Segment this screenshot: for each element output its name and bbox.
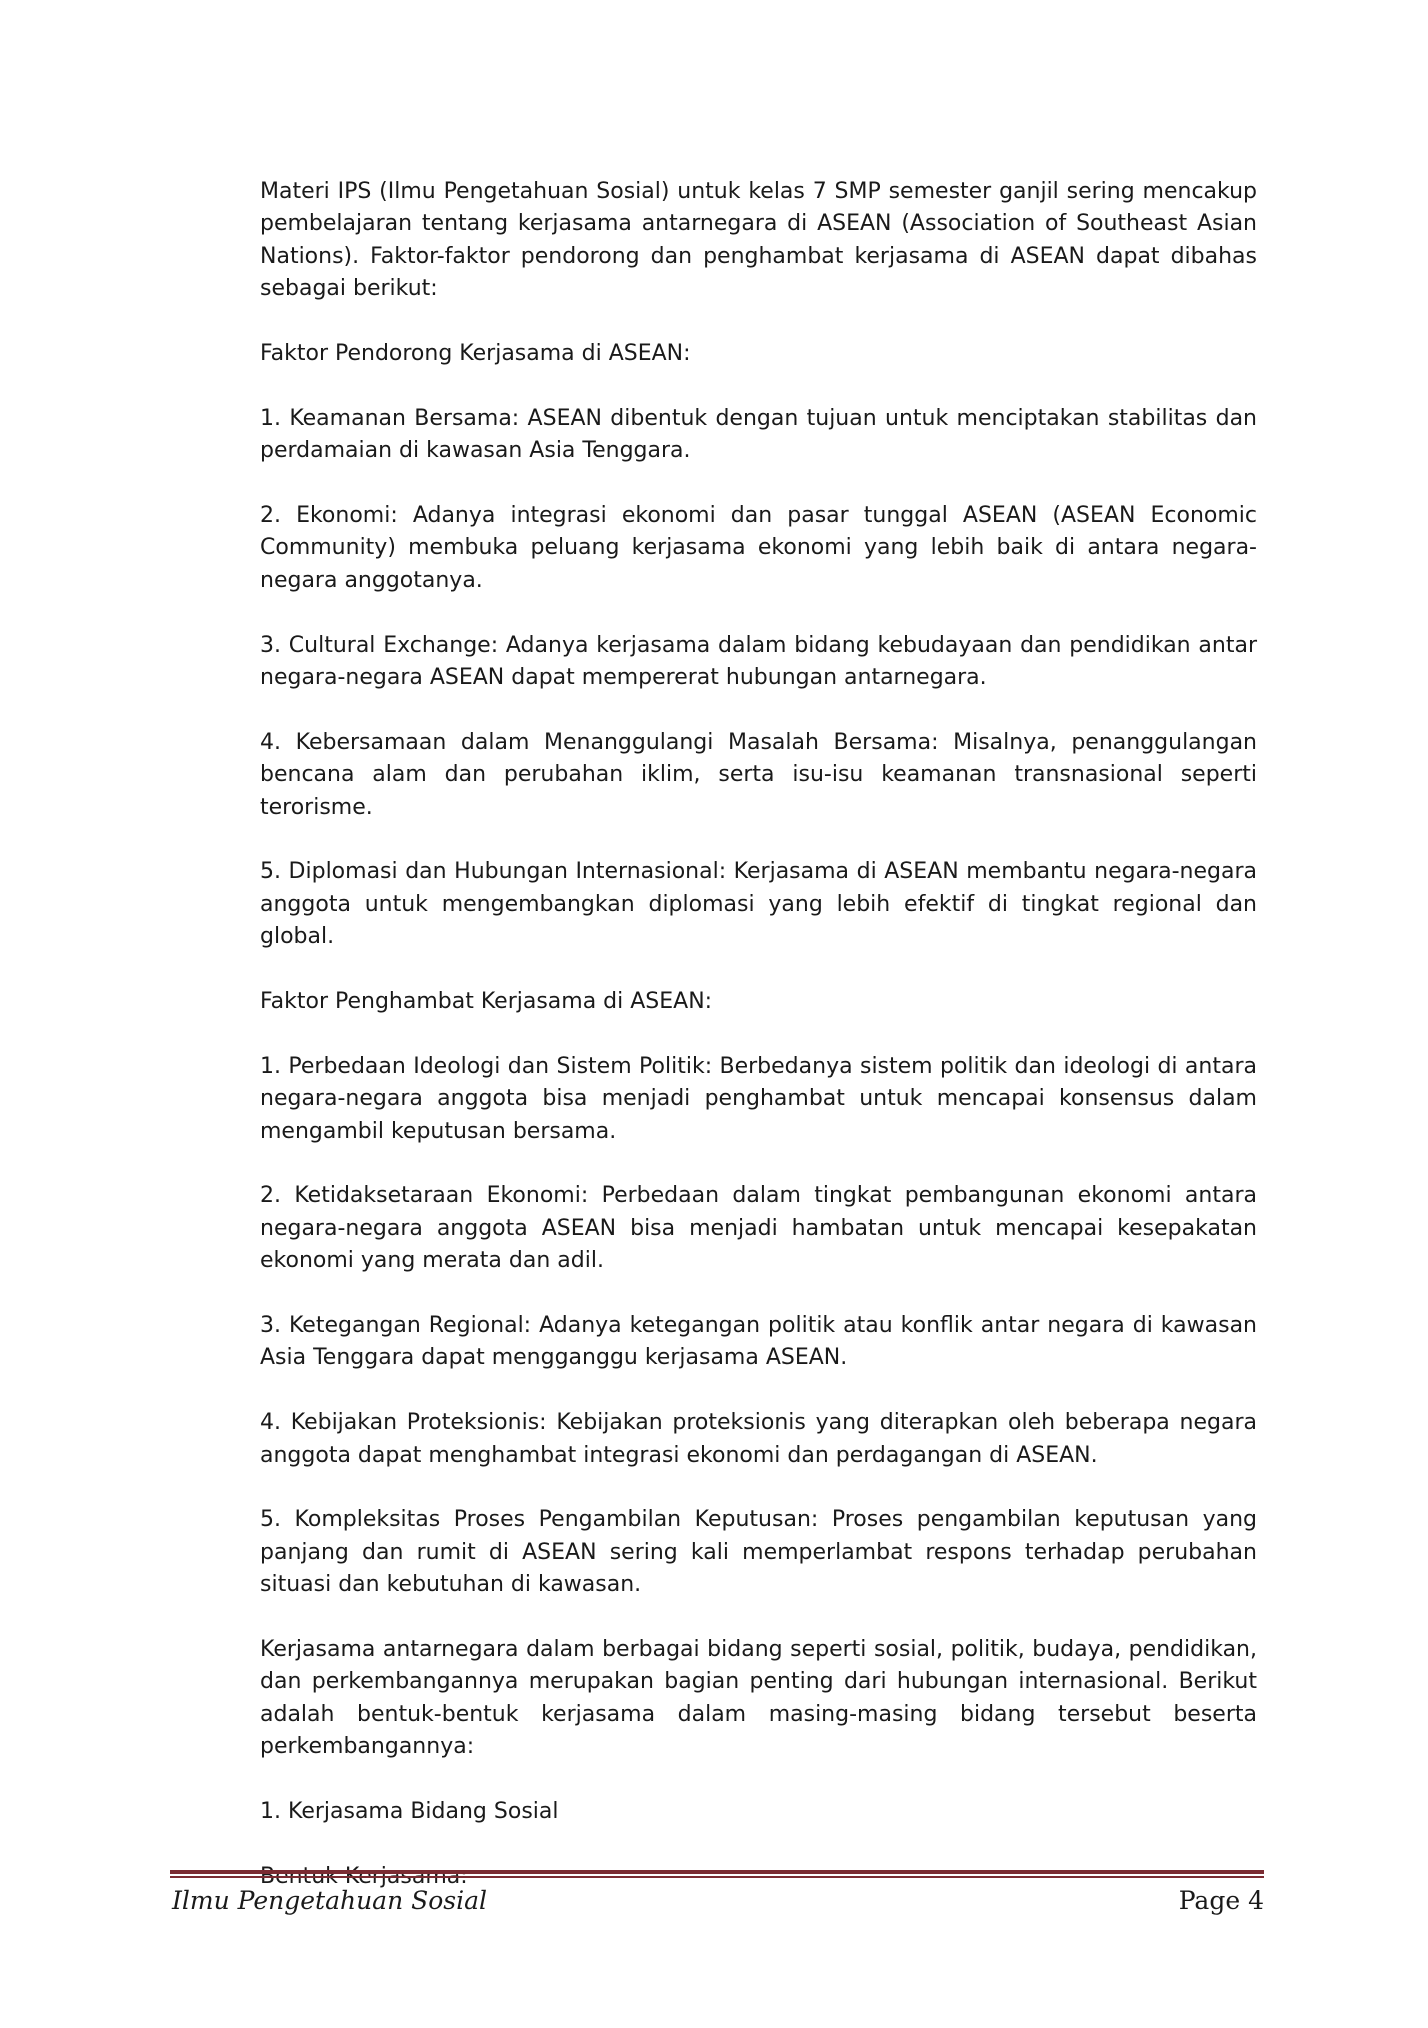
list-item: 5. Kompleksitas Proses Pengambilan Keputusan: Proses pengambilan keputusan yang panjang dan rumit di ASEAN sering kali memperlambat respons terhadap perubahan situasi dan kebutuhan di kawasan.: [260, 1507, 1257, 1598]
subsection-heading: 1. Kerjasama Bidang Sosial: [260, 1799, 559, 1825]
list-item: 1. Perbedaan Ideologi dan Sistem Politik: Berbedanya sistem politik dan ideologi di antara negara-negara anggota bisa menjadi penghambat untuk mencapai konsensus dalam mengambil keputusan bersama.: [260, 1053, 1257, 1144]
list-item: 3. Ketegangan Regional: Adanya ketegangan politik atau konflik antar negara di kawasan Asia Tenggara dapat mengganggu kerjasama ASEAN.: [260, 1313, 1257, 1371]
section-heading-drivers: Faktor Pendorong Kerjasama di ASEAN:: [260, 341, 691, 367]
list-item: 3. Cultural Exchange: Adanya kerjasama dalam bidang kebudayaan dan pendidikan antar negara-negara ASEAN dapat mempererat hubungan antarnegara.: [260, 632, 1257, 691]
list-item: 4. Kebersamaan dalam Menanggulangi Masalah Bersama: Misalnya, penanggulangan bencana alam dan perubahan iklim, serta isu-isu keamanan transnasional seperti terorisme.: [260, 729, 1257, 820]
footer-rule-thin: [170, 1876, 1264, 1878]
section-heading-barriers: Faktor Penghambat Kerjasama di ASEAN:: [260, 989, 713, 1015]
document-body: [260, 176, 1257, 1926]
list-item: 1. Keamanan Bersama: ASEAN dibentuk dengan tujuan untuk menciptakan stabilitas dan perdamaian di kawasan Asia Tenggara.: [260, 405, 1257, 464]
cooperation-paragraph: Kerjasama antarnegara dalam berbagai bidang seperti sosial, politik, budaya, pendidikan, dan perkembangannya merupakan bagian penting dari hubungan internasional. Berikut adalah bentuk-bentuk kerjasama dalam masing-masing bidang tersebut beserta perkembangannya:: [260, 1637, 1257, 1760]
intro-paragraph: Materi IPS (Ilmu Pengetahuan Sosial) untuk kelas 7 SMP semester ganjil sering mencakup pembelajaran tentang kerjasama antarnegara di ASEAN (Association of Southeast Asian Nations). Faktor-faktor pendorong dan penghambat kerjasama di ASEAN dapat dibahas sebagai berikut:: [260, 179, 1257, 302]
footer-rule: [170, 1870, 1264, 1874]
list-item: 5. Diplomasi dan Hubungan Internasional: Kerjasama di ASEAN membantu negara-negara anggota untuk mengembangkan diplomasi yang lebih efektif di tingkat regional dan global.: [260, 859, 1257, 950]
list-item: 2. Ekonomi: Adanya integrasi ekonomi dan pasar tunggal ASEAN (ASEAN Economic Community) membuka peluang kerjasama ekonomi yang lebih baik di antara negara-negara anggotanya.: [260, 503, 1257, 593]
footer-title: Ilmu Pengetahuan Sosial: [172, 1886, 488, 1915]
list-item: 2. Ketidaksetaraan Ekonomi: Perbedaan dalam tingkat pembangunan ekonomi antara negara-negara anggota ASEAN bisa menjadi hambatan untuk mencapai kesepakatan ekonomi yang merata dan adil.: [260, 1183, 1257, 1274]
list-item: 4. Kebijakan Proteksionis: Kebijakan proteksionis yang diterapkan oleh beberapa negara anggota dapat menghambat integrasi ekonomi dan perdagangan di ASEAN.: [260, 1410, 1257, 1468]
page-number: Page 4: [1178, 1886, 1264, 1915]
